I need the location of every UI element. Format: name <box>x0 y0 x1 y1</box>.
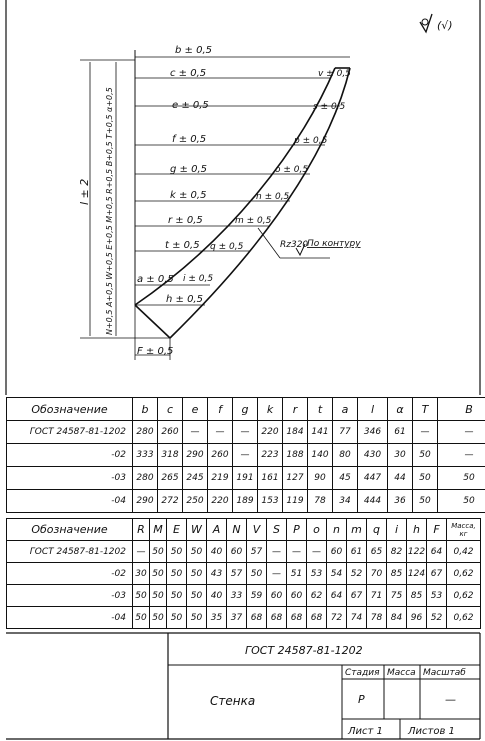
rz-note: Rz320 <box>280 240 309 250</box>
scale-value: — <box>445 693 456 706</box>
table-cell: 124 <box>407 563 427 585</box>
table-cell: 50 <box>413 444 438 467</box>
table-cell: 122 <box>407 541 427 563</box>
t2-h5: A <box>207 519 227 541</box>
table-cell: 40 <box>207 585 227 607</box>
table-cell: 60 <box>287 585 307 607</box>
table-cell: 90 <box>308 467 333 490</box>
table-cell: 50 <box>167 563 187 585</box>
table-row <box>7 421 485 444</box>
dim-F-label: F ± 0,5 <box>137 346 174 357</box>
dim-e-label: e ± 0,5 <box>172 100 209 111</box>
table-row <box>7 585 481 607</box>
table-cell: 60 <box>267 585 287 607</box>
roughness-symbol <box>420 14 453 32</box>
table-cell: 0,62 <box>447 585 481 607</box>
dim-n-label: n ± 0,5 <box>256 192 290 202</box>
dim-k-label: k ± 0,5 <box>170 190 207 201</box>
table-cell: — <box>287 541 307 563</box>
table-cell: -02 <box>7 444 133 467</box>
table-cell: 140 <box>308 444 333 467</box>
table-cell: 85 <box>387 563 407 585</box>
t1-h11: α <box>388 398 413 421</box>
table-cell: 68 <box>307 607 327 629</box>
t2-h8: S <box>267 519 287 541</box>
dim-h-label: h ± 0,5 <box>166 294 203 305</box>
t2-h11: n <box>327 519 347 541</box>
parameters-table-2 <box>6 518 481 629</box>
table-cell: — <box>267 541 287 563</box>
table-cell: — <box>233 444 258 467</box>
table-cell: 50 <box>150 607 167 629</box>
roughness-text: (√) <box>437 19 453 32</box>
t2-h4: W <box>187 519 207 541</box>
t1-h2: c <box>158 398 183 421</box>
table-cell: — <box>438 444 485 467</box>
t1-h7: r <box>283 398 308 421</box>
table-cell: 77 <box>333 421 358 444</box>
dim-a-label: a ± 0,5 <box>137 274 174 285</box>
table-cell: 127 <box>283 467 308 490</box>
dim-v-label: v ± 0,5 <box>318 69 351 79</box>
table-cell: 45 <box>333 467 358 490</box>
table-cell: ГОСТ 24587-81-1202 <box>7 541 133 563</box>
table-cell: 219 <box>208 467 233 490</box>
table-cell: 59 <box>247 585 267 607</box>
table-cell: 260 <box>208 444 233 467</box>
table-cell: — <box>438 421 485 444</box>
t1-h8: t <box>308 398 333 421</box>
dim-m-label: m ± 0,5 <box>235 216 272 226</box>
table-cell: 280 <box>133 421 158 444</box>
table-cell: 50 <box>187 541 207 563</box>
table-cell: 444 <box>358 490 388 513</box>
table-cell: 44 <box>388 467 413 490</box>
table-cell: 272 <box>158 490 183 513</box>
table-cell: 50 <box>167 541 187 563</box>
table-cell: 40 <box>207 541 227 563</box>
table-row <box>7 563 481 585</box>
t1-h4: f <box>208 398 233 421</box>
table-cell: 53 <box>307 563 327 585</box>
table-cell: 53 <box>427 585 447 607</box>
table-cell: 346 <box>358 421 388 444</box>
table-row <box>7 607 481 629</box>
table-cell: 189 <box>233 490 258 513</box>
table-cell: 280 <box>133 467 158 490</box>
t1-h9: a <box>333 398 358 421</box>
table-cell: 52 <box>427 607 447 629</box>
table-cell: 50 <box>413 467 438 490</box>
table-row <box>7 541 481 563</box>
table-cell: 318 <box>158 444 183 467</box>
table-cell: — <box>233 421 258 444</box>
parameters-table-1 <box>6 397 485 513</box>
t1-h3: e <box>183 398 208 421</box>
table-cell: 64 <box>427 541 447 563</box>
table-cell: 67 <box>347 585 367 607</box>
table-cell: -03 <box>7 585 133 607</box>
table-cell: 96 <box>407 607 427 629</box>
t2-h10: o <box>307 519 327 541</box>
dim-g-label: g ± 0,5 <box>170 164 207 175</box>
table-cell: 50 <box>150 563 167 585</box>
table-cell: 265 <box>158 467 183 490</box>
table-cell: 50 <box>438 467 485 490</box>
table-cell: 75 <box>387 585 407 607</box>
t2-h1: R <box>133 519 150 541</box>
table-cell: 50 <box>438 490 485 513</box>
t1-h13: B <box>438 398 485 421</box>
t2-h16: F <box>427 519 447 541</box>
table-cell: 68 <box>267 607 287 629</box>
dim-p-label: p ± 0,5 <box>294 136 328 146</box>
table-cell: — <box>413 421 438 444</box>
t2-h7: V <box>247 519 267 541</box>
t2-h17: Масса, кг <box>447 519 481 541</box>
sheet-label: Лист 1 <box>348 726 383 737</box>
t2-h9: P <box>287 519 307 541</box>
table-cell: 61 <box>347 541 367 563</box>
t2-h14: i <box>387 519 407 541</box>
table-cell: 250 <box>183 490 208 513</box>
table-cell: 51 <box>287 563 307 585</box>
table-cell: 50 <box>413 490 438 513</box>
table-cell: 223 <box>258 444 283 467</box>
table-cell: 141 <box>308 421 333 444</box>
table-cell: -04 <box>7 607 133 629</box>
scale-label: Масштаб <box>423 668 466 678</box>
table-cell: 57 <box>227 563 247 585</box>
table-cell: 68 <box>247 607 267 629</box>
table-cell: 60 <box>327 541 347 563</box>
table-cell: 50 <box>187 607 207 629</box>
t2-h6: N <box>227 519 247 541</box>
table-cell: 82 <box>387 541 407 563</box>
table-cell: 30 <box>133 563 150 585</box>
dim-l-label: l ± 2 <box>78 178 91 205</box>
table-cell: 78 <box>367 607 387 629</box>
table-cell: — <box>208 421 233 444</box>
table-cell: 30 <box>388 444 413 467</box>
title-block <box>0 631 485 741</box>
table-cell: 0,62 <box>447 607 481 629</box>
table-cell: 72 <box>327 607 347 629</box>
t1-h1: b <box>133 398 158 421</box>
table-cell: 80 <box>333 444 358 467</box>
table-cell: 50 <box>167 585 187 607</box>
dim-b-label: b ± 0,5 <box>175 45 212 56</box>
table-cell: 36 <box>388 490 413 513</box>
table-cell: 84 <box>387 607 407 629</box>
table-cell: 54 <box>327 563 347 585</box>
t2-h12: m <box>347 519 367 541</box>
dim-q-label: q ± 0,5 <box>210 242 244 252</box>
table2-header-row <box>7 519 481 541</box>
dim-t-label: t ± 0,5 <box>165 240 200 251</box>
dim-i-label: i ± 0,5 <box>183 274 214 284</box>
table-cell: — <box>133 541 150 563</box>
doc-number: ГОСТ 24587-81-1202 <box>245 644 363 657</box>
mass-label: Масса <box>387 668 416 678</box>
table-cell: 188 <box>283 444 308 467</box>
table-cell: 184 <box>283 421 308 444</box>
table-cell: 50 <box>167 607 187 629</box>
table-cell: 161 <box>258 467 283 490</box>
table-cell: 37 <box>227 607 247 629</box>
table-cell: 52 <box>347 563 367 585</box>
t2-h3: E <box>167 519 187 541</box>
table-cell: 35 <box>207 607 227 629</box>
table-cell: 50 <box>150 585 167 607</box>
table-cell: 447 <box>358 467 388 490</box>
stage-value: Р <box>358 693 365 706</box>
t1-h6: k <box>258 398 283 421</box>
table-cell: 57 <box>247 541 267 563</box>
dim-s-label: s ± 0,5 <box>313 102 346 112</box>
table-cell: 220 <box>258 421 283 444</box>
table-cell: 191 <box>233 467 258 490</box>
table-cell: 50 <box>133 585 150 607</box>
table-cell: 64 <box>327 585 347 607</box>
table-cell: 71 <box>367 585 387 607</box>
table-row <box>7 444 485 467</box>
t1-h12: T <box>413 398 438 421</box>
sheets-label: Листов 1 <box>408 726 455 737</box>
table-cell: 153 <box>258 490 283 513</box>
table-cell: 50 <box>247 563 267 585</box>
table-cell: 67 <box>427 563 447 585</box>
table-cell: 68 <box>287 607 307 629</box>
table-cell: -03 <box>7 467 133 490</box>
dim-f-label: f ± 0,5 <box>172 134 207 145</box>
t1-h5: g <box>233 398 258 421</box>
table1-header-row <box>7 398 485 421</box>
t2-h15: h <box>407 519 427 541</box>
t1-h10: l <box>358 398 388 421</box>
table-cell: 60 <box>227 541 247 563</box>
table-cell: 33 <box>227 585 247 607</box>
table-cell: 50 <box>133 607 150 629</box>
table-cell: -02 <box>7 563 133 585</box>
table-cell: 70 <box>367 563 387 585</box>
table-cell: 290 <box>133 490 158 513</box>
t2-h13: q <box>367 519 387 541</box>
table-cell: 290 <box>183 444 208 467</box>
table-cell: 260 <box>158 421 183 444</box>
table-cell: 50 <box>187 585 207 607</box>
dim-o-label: o ± 0,5 <box>275 165 309 175</box>
table-cell: ГОСТ 24587-81-1202 <box>7 421 133 444</box>
table-cell: 119 <box>283 490 308 513</box>
dim-r-label: r ± 0,5 <box>168 215 203 226</box>
table-cell: 61 <box>388 421 413 444</box>
table-cell: 245 <box>183 467 208 490</box>
table-cell: 0,62 <box>447 563 481 585</box>
t2-h0: Обозначение <box>7 519 133 541</box>
table-cell: -04 <box>7 490 133 513</box>
table-cell: — <box>307 541 327 563</box>
t1-h0: Обозначение <box>7 398 133 421</box>
part-name: Стенка <box>210 694 256 708</box>
table-cell: 0,42 <box>447 541 481 563</box>
table-row <box>7 490 485 513</box>
table-cell: 85 <box>407 585 427 607</box>
table-cell: 78 <box>308 490 333 513</box>
table-row <box>7 467 485 490</box>
table-cell: 430 <box>358 444 388 467</box>
stage-label: Стадия <box>345 668 380 678</box>
table-cell: 62 <box>307 585 327 607</box>
t2-h2: M <box>150 519 167 541</box>
dim-c-label: c ± 0,5 <box>170 68 207 79</box>
table-cell: 65 <box>367 541 387 563</box>
table-cell: 34 <box>333 490 358 513</box>
contour-note: По контуру <box>307 239 361 249</box>
table-cell: 220 <box>208 490 233 513</box>
table-cell: 50 <box>150 541 167 563</box>
table-cell: 50 <box>187 563 207 585</box>
table-cell: 333 <box>133 444 158 467</box>
table-cell: 43 <box>207 563 227 585</box>
table-cell: 74 <box>347 607 367 629</box>
dim-left-stack: N+0,5 A+0,5 W+0,5 E+0,5 M+0,5 R+0,5 B+0,5 T+0,5 α+0,5 <box>105 87 114 335</box>
table-cell: — <box>183 421 208 444</box>
table-cell: — <box>267 563 287 585</box>
